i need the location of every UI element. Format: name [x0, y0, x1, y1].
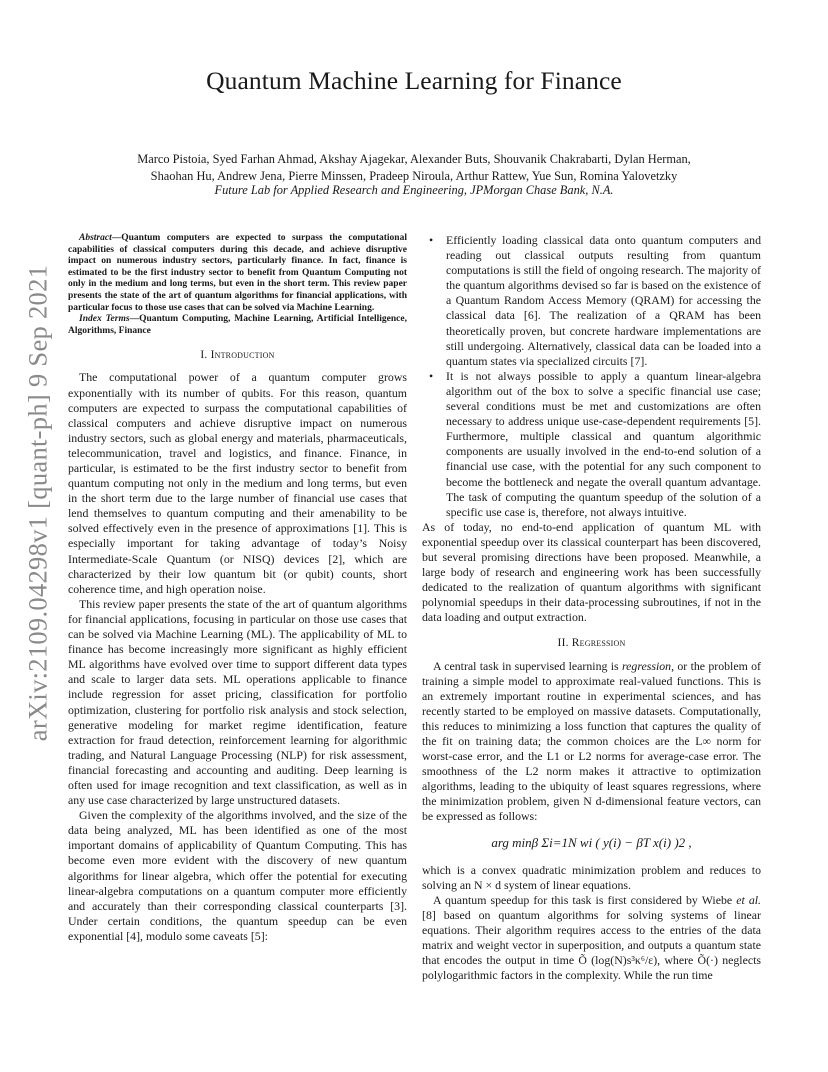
- list-item: • It is not always possible to apply a quantum linear-algebra algorithm out of the box to solve a specific financial use case; several conditions must be met and customizations are often necessary to address unique use-case-dependent requirements [5]. Furthermore, multiple classical and quantum algorithmic components are usually involved in the end-to-end solution of a financial use case, with the potential for any such component to become the bottleneck and negate the overall quantum advantage. The task of computing the quantum speedup of the solution of a specific use case is, therefore, not always intuitive.: [446, 369, 761, 520]
- intro-paragraph-2: This review paper presents the state of the art of quantum algorithms for financial applications, focusing in particular on those use cases that can be solved via Machine Learning (ML). The applicability of ML to finance has become increasingly more significant as highly efficient ML algorithms have evolved over time to support different data types and scale to larger data sets. ML operations applicable to finance include regression for asset pricing, classification for portfolio optimization, clustering for portfolio risk analysis and stock selection, generative modeling for market regime identification, feature extraction for fraud detection, reinforcement learning for algorithmic trading, and Natural Language Processing (NLP) for risk assessment, financial forecasting and accounting and auditing. Deep learning is often used for image recognition and text classification, as well as in any use case characterized by large unstructured datasets.: [68, 596, 407, 808]
- caveat-list: [422, 233, 761, 520]
- authors-line-1: Marco Pistoia, Syed Farhan Ahmad, Akshay Ajagekar, Alexander Buts, Shouvanik Chakrabarti, Dylan Herman,: [137, 152, 691, 166]
- regression-paragraph-3: A quantum speedup for this task is first considered by Wiebe et al. [8] based on quantum algorithms for solving systems of linear equations. Their algorithm requires access to the entries of the data matrix and weight vector in superposition, and outputs a quantum state that encodes the output in time Õ (log(N)s³κ⁶/ε), where Õ(·) neglects polylogarithmic factors in the complexity. While the run time: [422, 892, 761, 983]
- arxiv-stamp: [22, 258, 53, 748]
- arxiv-stamp-text: arXiv:2109.04298v1 [quant-ph] 9 Sep 2021: [22, 264, 53, 742]
- authors-line-2: Shaohan Hu, Andrew Jena, Pierre Minssen, Pradeep Niroula, Arthur Rattew, Yue Sun, Romina Yalovetzky: [150, 168, 678, 183]
- section-heading-introduction: I. Introduction: [200, 349, 275, 362]
- least-squares-equation: arg minβ Σi=1N wi ( y(i) − βT x(i) )2 ,: [491, 834, 692, 850]
- abstract: [68, 233, 407, 314]
- regression-paragraph-1: A central task in supervised learning is regression, or the problem of training a simple model to approximate real-valued functions. This is an extremely important routine in experimental sciences, and has recently started to be employed on massive datasets. Computationally, this reduces to minimizing a loss function that captures the quality of the fit on training data; the common choices are the L∞ norm for worst-case error, and the L1 or L2 norms for average-case error. The smoothness of the L2 norm makes it attractive to optimization algorithms, leading to the ubiquity of least squares regressions, where the minimization problem, given N d-dimensional feature vectors, can be expressed as follows:: [422, 658, 761, 824]
- right-column: [422, 233, 761, 983]
- paper-title: Quantum Machine Learning for Finance: [206, 66, 622, 95]
- after-list-paragraph: As of today, no end-to-end application of quantum ML with exponential speedup over its classical counterpart has been discovered, but several promising directions have been proposed. Meanwhile, a large body of research and engineering work has been successfully dedicated to the realization of quantum algorithms with significant polynomial speedups in their data-processing subroutines, if not in the data loading and output extraction.: [422, 519, 761, 625]
- abstract-label: Abstract: [79, 233, 112, 243]
- index-terms-text: —Quantum Computing, Machine Learning, Artificial Intelligence, Algorithms, Finance: [68, 314, 407, 336]
- left-column: [68, 233, 407, 944]
- section-heading-regression: II. Regression: [557, 637, 626, 650]
- list-item: • Efficiently loading classical data onto quantum computers and reading out classical outputs resulting from quantum computations is still the field of ongoing research. The majority of the quantum algorithms devised so far is based on the existence of a Quantum Random Access Memory (QRAM) for accessing the classical data [6]. The realization of a QRAM has been theoretically proven, but concrete hardware implementations are still undergoing. Alternatively, classical data can be loaded into a quantum states via specialized circuits [7].: [446, 233, 761, 369]
- intro-paragraph-3: Given the complexity of the algorithms involved, and the size of the data being analyzed, ML has been identified as one of the most important domains of applicability of Quantum Computing. This has become even more evident with the discovery of new quantum algorithms for linear algebra, which offer the potential for executing linear-algebra computations on a quantum computer more efficiently and accurately than their corresponding classical counterparts [3]. Under certain conditions, the quantum speedup can be even exponential [4], modulo some caveats [5]:: [68, 808, 407, 943]
- intro-paragraph-1: The computational power of a quantum computer grows exponentially with its number of qubits. For this reason, quantum computers are expected to surpass the computational capabilities of classical computers and achieve disruptive impact on numerous industry sectors, such as global energy and materials, pharmaceuticals, telecommunication, travel and logistics, and finance. Finance, in particular, is estimated to be the first industry sector to benefit from quantum computing not only in the medium and long terms, but even in the short term due to the large number of financial use cases that lend themselves to quantum computing and their amenability to be solved effectively even in the presence of approximations [1]. This is especially important for taking advantage of today’s Noisy Intermediate-Scale Quantum (or NISQ) devices [2], which are characterized by their low quantum bit (or qubit) counts, short coherence time, and high operation noise.: [68, 370, 407, 596]
- author-list: [60, 151, 768, 184]
- index-terms: [68, 314, 407, 337]
- index-terms-label: Index Terms: [79, 314, 130, 325]
- abstract-text: —Quantum computers are expected to surpass the computational capabilities of classical computers during this decade, and achieve disruptive impact on numerous industry sectors, particularly finance. In fact, finance is estimated to be the first industry sector to benefit from Quantum Computing not only in the medium and long terms, but even in the short term. This review paper presents the state of the art of quantum algorithms for financial applications, with particular focus to those use cases that can be solved via Machine Learning.: [68, 233, 407, 313]
- regression-paragraph-2: which is a convex quadratic minimization problem and reduces to solving an N × d system of linear equations.: [422, 862, 761, 892]
- affiliation: Future Lab for Applied Research and Engineering, JPMorgan Chase Bank, N.A.: [214, 183, 614, 197]
